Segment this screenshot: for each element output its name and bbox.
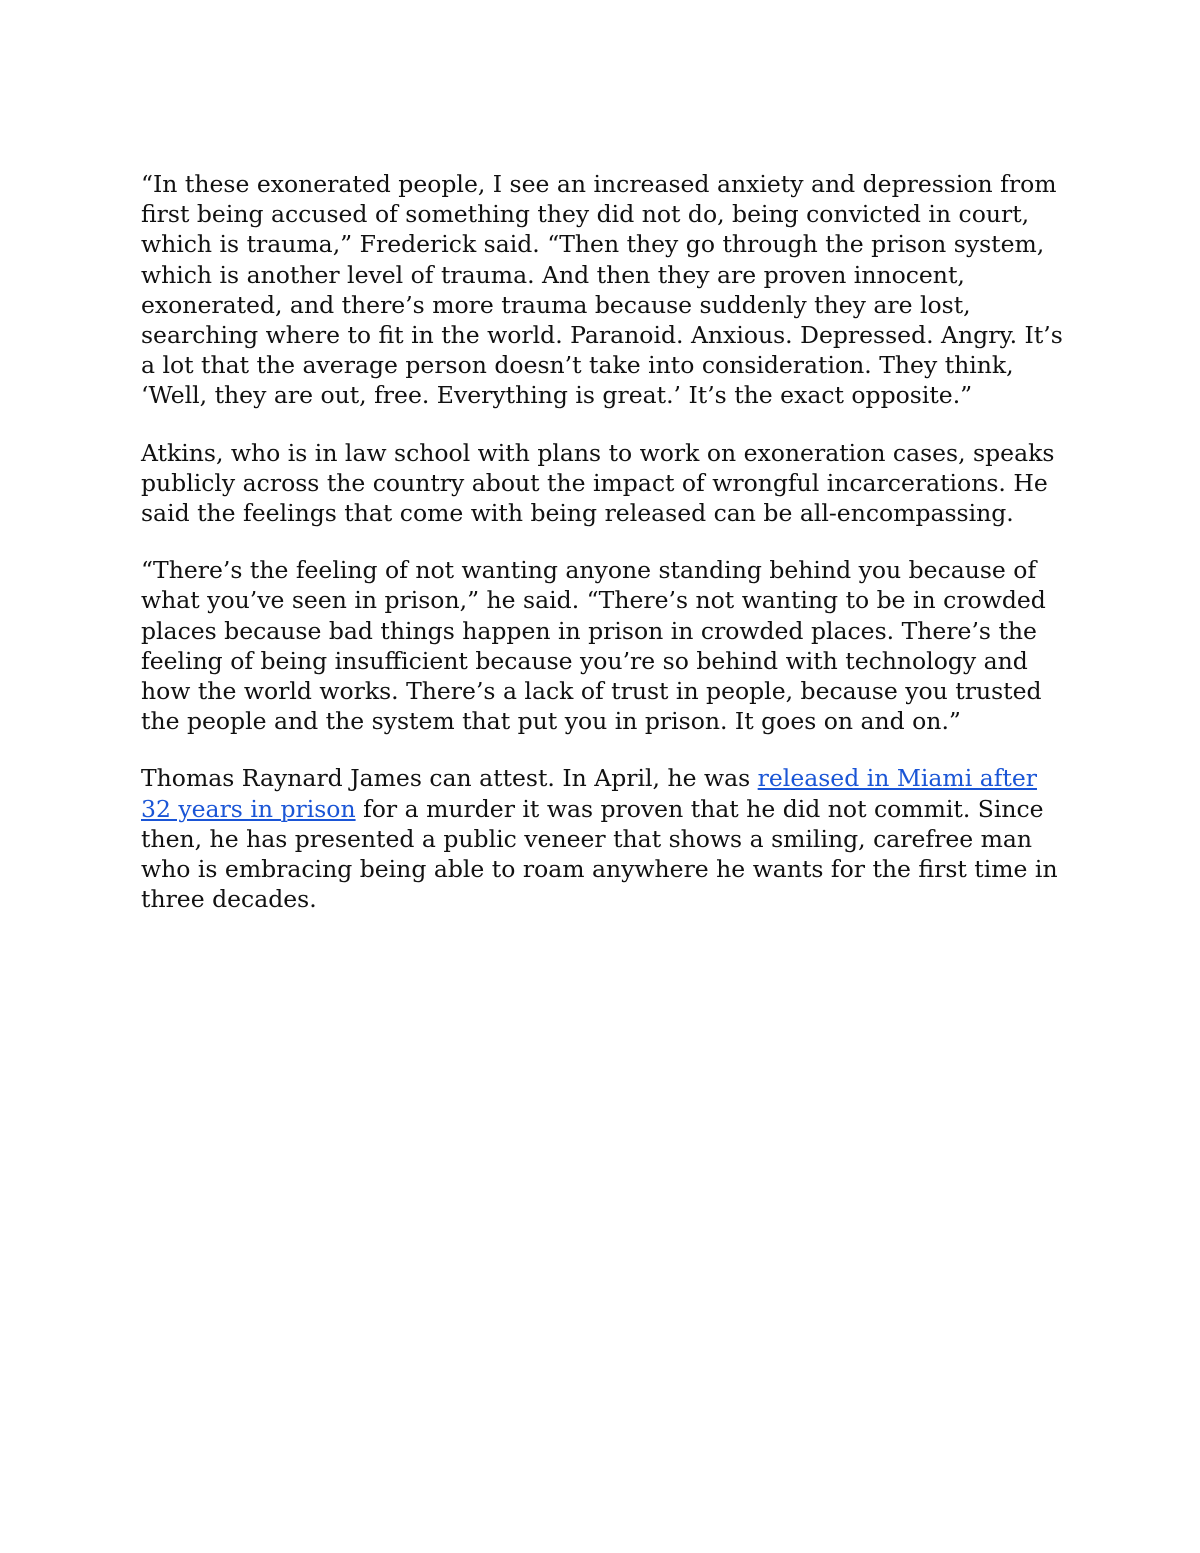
paragraph-frederick-quote: “In these exonerated people, I see an increased anxiety and depression from first being accused of something they did not do, being convicted in court, which is trauma,” Frederick said. “Then they go through the prison system, which is another level of trauma. And then they are proven innocent, exonerated, and there’s more trauma because suddenly they are lost, searching where to fit in the world. Paranoid. Anxious. Depressed. Angry. It’s a lot that the average person doesn’t take into consideration. They think, ‘Well, they are out, free. Everything is great.’ It’s the exact opposite.” bbox=[141, 170, 1063, 410]
paragraph-text-after-link: for a murder it was proven that he did not commit. Since then, he has presented a public veneer that shows a smiling, carefree man who is embracing being able to roam anywhere he wants for the first time in three decades. bbox=[141, 794, 1058, 914]
paragraph-text-before-link: Thomas Raynard James can attest. In April, he was bbox=[141, 764, 758, 793]
paragraph-atkins-quote: “There’s the feeling of not wanting anyone standing behind you because of what you’ve seen in prison,” he said. “There’s not wanting to be in crowded places because bad things happen in prison in crowded places. There’s the feeling of being insufficient because you’re so behind with technology and how the world works. There’s a lack of trust in people, because you trusted the people and the system that put you in prison. It goes on and on.” bbox=[141, 556, 1046, 736]
released-in-miami-link[interactable]: released in Miami after 32 years in prison bbox=[141, 764, 1037, 823]
paragraph-atkins: Atkins, who is in law school with plans to work on exoneration cases, speaks publicly across the country about the impact of wrongful incarcerations. He said the feelings that come with being released can be all-encompassing. bbox=[141, 438, 1055, 528]
document-body bbox=[141, 169, 1071, 941]
paragraph-thomas-james bbox=[141, 763, 1071, 914]
